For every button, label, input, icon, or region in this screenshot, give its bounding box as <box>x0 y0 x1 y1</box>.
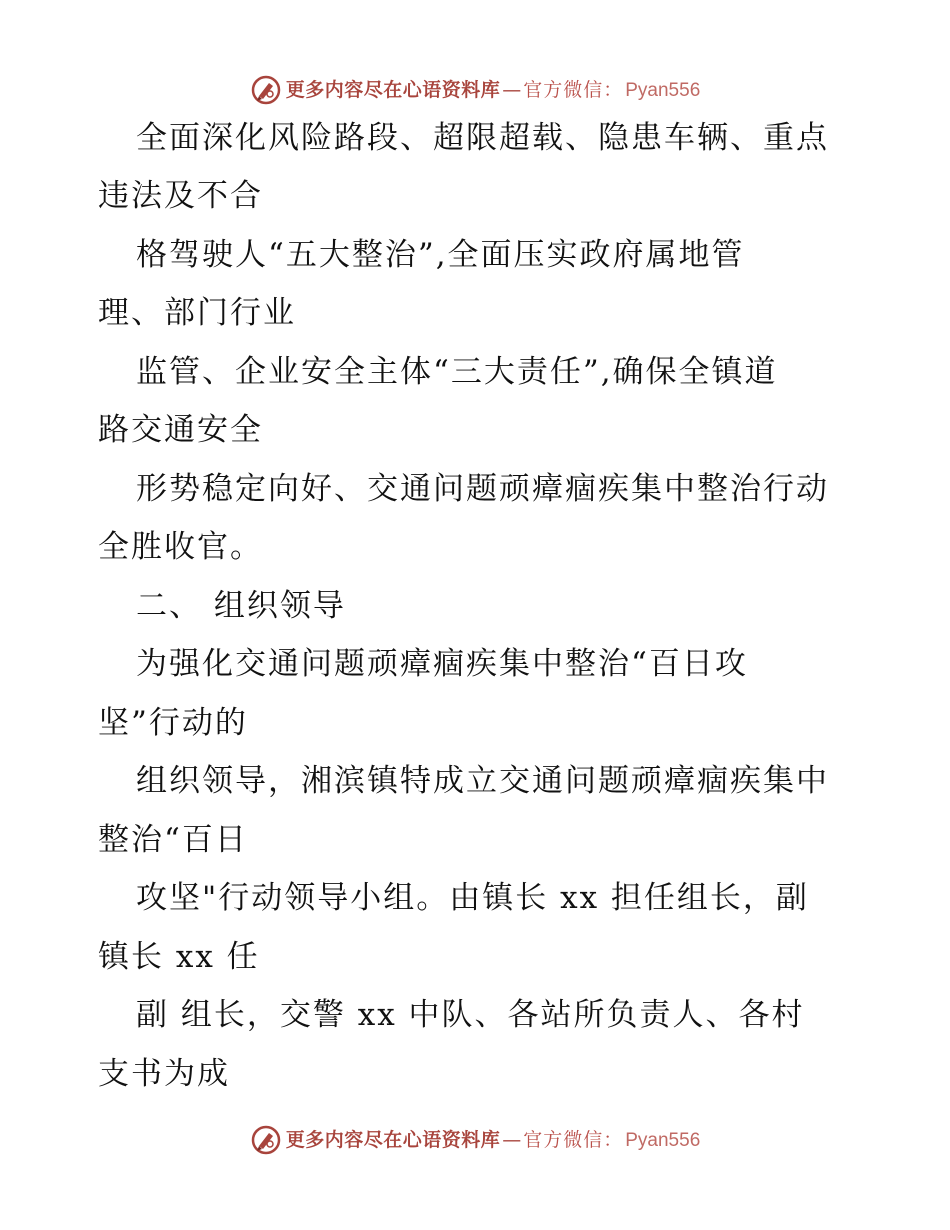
watermark-dash: — <box>502 1128 522 1151</box>
watermark-dash: — <box>502 78 522 101</box>
watermark-wechat-id: Pyan556 <box>625 1129 701 1151</box>
text-line: 镇长 xx 任 <box>98 939 260 975</box>
text-line: 理、部门行业 <box>98 295 296 331</box>
watermark-wechat-id: Pyan556 <box>625 79 701 101</box>
text-line: 组织领导，湘滨镇特成立交通问题顽瘴痼疾集中 <box>136 763 829 799</box>
pen-logo-icon <box>250 1124 282 1156</box>
text-line: 为强化交通问题顽瘴痼疾集中整治“百日攻 <box>136 646 748 682</box>
text-line: 全面深化风险路段、超限超载、隐患车辆、重点 <box>136 120 829 156</box>
section-heading: 二、 组织领导 <box>136 588 346 624</box>
pen-logo-icon <box>250 74 282 106</box>
text-line: 坚”行动的 <box>98 705 248 741</box>
text-line: 全胜收官。 <box>98 529 263 565</box>
watermark-footer <box>0 1120 950 1160</box>
text-line: 整治“百日 <box>98 822 248 858</box>
text-line: 支书为成 <box>98 1056 230 1092</box>
text-line: 格驾驶人“五大整治”,全面压实政府属地管 <box>136 237 745 273</box>
watermark-header <box>0 70 950 110</box>
watermark-main-text: 更多内容尽在心语资料库 <box>285 1128 501 1151</box>
text-line: 副 组长，交警 xx 中队、各站所负责人、各村 <box>136 997 805 1033</box>
text-line: 形势稳定向好、交通问题顽瘴痼疾集中整治行动 <box>136 471 829 507</box>
text-line: 违法及不合 <box>98 178 263 214</box>
text-line: 监管、企业安全主体“三大责任”,确保全镇道 <box>136 354 778 390</box>
text-line: 路交通安全 <box>98 412 263 448</box>
watermark-official-label: 官方微信： <box>523 1128 624 1151</box>
watermark-main-text: 更多内容尽在心语资料库 <box>285 78 501 101</box>
watermark-official-label: 官方微信： <box>523 78 624 101</box>
text-line: 攻坚"行动领导小组。由镇长 xx 担任组长，副 <box>136 880 809 916</box>
